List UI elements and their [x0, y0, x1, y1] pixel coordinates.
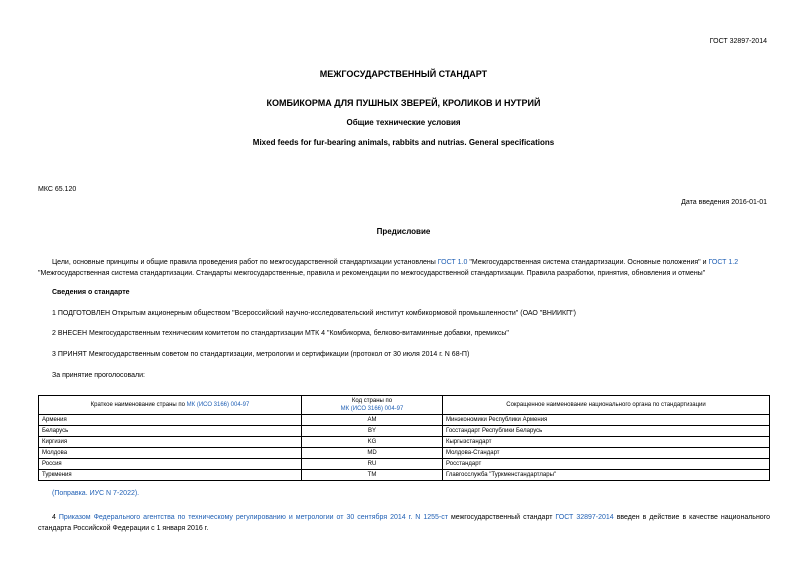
page-title: КОМБИКОРМА ДЛЯ ПУШНЫХ ЗВЕРЕЙ, КРОЛИКОВ И НУТРИЙ [266, 98, 541, 108]
body-cell: Госстандарт Республики Беларусь [443, 426, 770, 437]
code-cell: RU [302, 459, 443, 470]
header-country-code [302, 396, 443, 415]
table-row [39, 448, 770, 459]
header-national-body: Сокращенное наименование национального органа по стандартизации [443, 396, 770, 415]
header-text: Краткое наименование страны по [90, 402, 187, 408]
body-cell: Росстандарт [443, 459, 770, 470]
order-link[interactable]: Приказом Федерального агентства по техническому регулированию и метрологии от 30 сентября 2014 г. N 1255-ст [58, 514, 448, 521]
header-country-name [39, 396, 302, 415]
standard-kind: МЕЖГОСУДАРСТВЕННЫЙ СТАНДАРТ [319, 69, 488, 79]
table-row [39, 415, 770, 426]
item-1: 1 ПОДГОТОВЛЕН Открытым акционерным обществом "Всероссийский научно-исследовательский институт комбикормовой промышленности" (ОАО "ВНИИКП") [52, 310, 576, 317]
country-cell: Беларусь [39, 426, 302, 437]
paragraph-text: введен в действие в качестве национального стандарта Российской Федерации с 1 января 2016 г. [38, 514, 770, 532]
item-4 [38, 512, 770, 534]
mks-code: МКС 65.120 [38, 186, 77, 193]
gost-1-0-link[interactable]: ГОСТ 1.0 [437, 259, 468, 266]
body-cell: Кыргызстандарт [443, 437, 770, 448]
table-row [39, 437, 770, 448]
paragraph-text: межгосударственный стандарт [447, 514, 556, 521]
info-heading: Сведения о стандарте [52, 289, 130, 296]
paragraph-text: "Межгосударственная система стандартизации. Стандарты межгосударственные, правила и рекомендации по межгосударственной стандартизации. Правила разработки, принятия, обновления и отмены" [38, 270, 706, 277]
effective-date: Дата введения 2016-01-01 [681, 199, 767, 206]
table-row [39, 459, 770, 470]
mk-iso-link[interactable]: МК (ИСО 3166) 004-97 [340, 406, 404, 412]
table-row [39, 470, 770, 481]
english-title: Mixed feeds for fur-bearing animals, rabbits and nutrias. General specifications [252, 138, 555, 147]
amendment-note [52, 490, 139, 497]
body-cell: Минэкономики Республики Армения [443, 415, 770, 426]
header-text: Код страны по [351, 398, 393, 404]
country-cell: Киргизия [39, 437, 302, 448]
country-cell: Молдова [39, 448, 302, 459]
voted-label: За принятие проголосовали: [52, 372, 145, 379]
item-2: 2 ВНЕСЕН Межгосударственным техническим комитетом по стандартизации МТК 4 "Комбикорма, белково-витаминные добавки, премиксы" [52, 330, 509, 337]
code-cell: TM [302, 470, 443, 481]
amendment-text: . ИУС N 7-2022). [85, 490, 140, 497]
item-number: 4 [52, 514, 59, 521]
body-cell: Главгосслужба "Туркменстандартлары" [443, 470, 770, 481]
country-cell: Россия [39, 459, 302, 470]
paragraph-text: Цели, основные принципы и общие правила проведения работ по межгосударственной стандартизации установлены [52, 259, 438, 266]
subtitle: Общие технические условия [346, 118, 461, 127]
preface-heading: Предисловие [376, 227, 431, 236]
preface-paragraph [38, 257, 770, 279]
amendment-text: ( [52, 490, 55, 497]
mk-iso-link[interactable]: МК (ИСО 3166) 004-97 [186, 402, 250, 408]
item-3: 3 ПРИНЯТ Межгосударственным советом по стандартизации, метрологии и сертификации (протокол от 30 июля 2014 г. N 68-П) [52, 351, 470, 358]
code-cell: AM [302, 415, 443, 426]
countries-table [38, 395, 770, 481]
code-cell: MD [302, 448, 443, 459]
code-cell: KG [302, 437, 443, 448]
country-cell: Армения [39, 415, 302, 426]
country-cell: Туркмения [39, 470, 302, 481]
body-cell: Молдова-Стандарт [443, 448, 770, 459]
paragraph-text: "Межгосударственная система стандартизации. Основные положения" и [467, 259, 709, 266]
amendment-link[interactable]: Поправка [54, 490, 86, 497]
gost-32897-link[interactable]: ГОСТ 32897-2014 [555, 514, 614, 521]
table-row [39, 426, 770, 437]
gost-1-2-link[interactable]: ГОСТ 1.2 [708, 259, 739, 266]
table-header-row [39, 396, 770, 415]
document-number: ГОСТ 32897-2014 [709, 38, 767, 45]
code-cell: BY [302, 426, 443, 437]
